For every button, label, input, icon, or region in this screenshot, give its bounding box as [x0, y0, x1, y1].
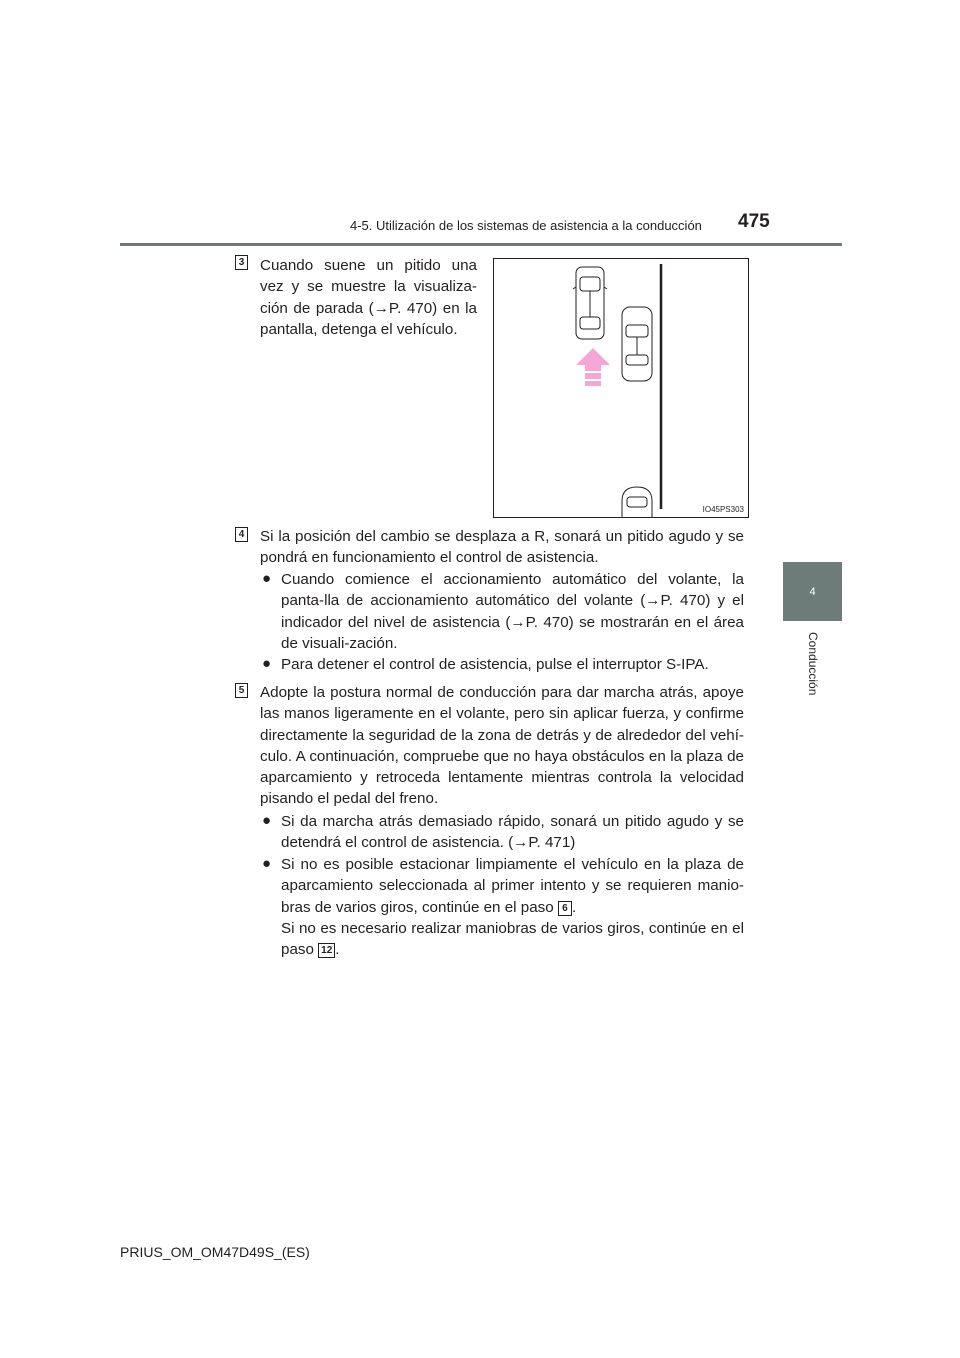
step-4-text: Si la posición del cambio se desplaza a R, sonará un pitido agudo y se pondrá en funcionamiento el control de asistencia. [260, 528, 744, 567]
step-5-bullet-2-part2: Si no es necesario realizar maniobras de varios giros, continúe en el paso [281, 919, 744, 959]
step-number-3: 3 [235, 255, 248, 270]
step-5-bullet-2-part1: Si no es posible estacionar limpiamente el vehículo en la plaza de aparcamiento seleccionada al primer intento y se requieren manio-bras de varios giros, continúe en el paso [281, 856, 744, 916]
step-number-5: 5 [235, 683, 248, 698]
figure-id: IO45PS303 [702, 505, 744, 514]
step-number-4: 4 [235, 527, 248, 542]
document-code: PRIUS_OM_OM47D49S_(ES) [120, 1244, 310, 1260]
chapter-tab: 4 [783, 562, 842, 621]
step-5-bullet-2: Si no es posible estacionar limpiamente el vehículo en la plaza de aparcamiento seleccionada al primer intento y se requieren manio-bras de varios giros, continúe en el paso 6 . Si no es necesario realizar maniobras de varios giros, continúe en el paso 12 . [281, 856, 744, 959]
parking-illustration [493, 258, 749, 518]
forward-arrow-icon [576, 348, 610, 386]
chapter-label: Conducción [806, 632, 820, 696]
rear-vehicle-icon [622, 487, 652, 517]
bullet-icon: ● [262, 655, 272, 672]
step-4-bullet-2: Para detener el control de asistencia, pulse el interruptor S-IPA. [281, 656, 709, 673]
parking-diagram-svg [494, 259, 748, 517]
step-ref-12: 12 [318, 943, 335, 958]
step-4-bullet-1: Cuando comience el accionamiento automático del volante, la panta-lla de accionamiento automático del volante (→P. 470) y el indicador del nivel de asistencia (→P. 470) se mostrarán en el área de visuali-zación. [281, 571, 744, 652]
parked-vehicle-icon [622, 307, 652, 381]
bullet-icon: ● [262, 570, 272, 587]
section-title: 4-5. Utilización de los sistemas de asistencia a la conducción [350, 218, 702, 233]
step-3-text: Cuando suene un pitido una vez y se muestre la visualiza-ción de parada (→P. 470) en la pantalla, detenga el vehículo. [260, 257, 477, 338]
step-5-bullet-1: Si da marcha atrás demasiado rápido, sonará un pitido agudo y se detendrá el control de asistencia. (→P. 471) [281, 813, 744, 852]
bullet-icon: ● [262, 855, 272, 872]
bullet-icon: ● [262, 812, 272, 829]
page-number: 475 [738, 211, 770, 232]
own-vehicle-icon [573, 267, 607, 339]
header-divider [120, 243, 842, 246]
step-ref-6: 6 [558, 901, 572, 916]
step-5-text: Adopte la postura normal de conducción para dar marcha atrás, apoye las manos ligeramente en el volante, pero sin aplicar fuerza, y confirme directamente la seguridad de la zona de detrás y de alrededor del vehí-culo. A continuación, compruebe que no haya obstáculos en la plaza de aparcamiento y retroceda lentamente mientras controla la velocidad pisando el pedal del freno. [260, 684, 744, 808]
